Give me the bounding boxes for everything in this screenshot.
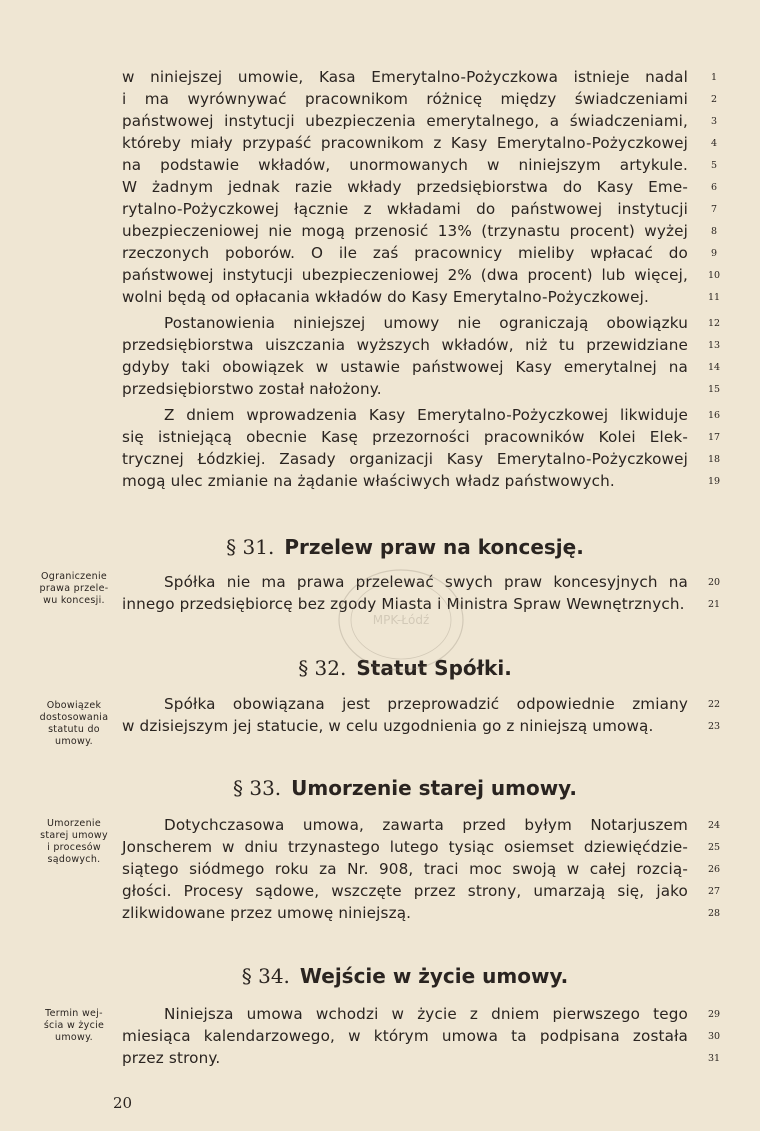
line-number: 27	[707, 886, 721, 897]
line-number: 13	[707, 340, 721, 351]
margin-note-line: Termin wej-	[45, 1008, 103, 1019]
section-title: Przelew praw na koncesję.	[284, 535, 584, 559]
text-line: któreby miały przypaść pracownikom z Kasy Emerytalno-Pożyczkowej	[122, 134, 688, 152]
line-number: 6	[710, 182, 718, 193]
margin-note-line: Obowiązek	[46, 700, 102, 711]
text-line: w dzisiejszym jej statucie, w celu uzgodnienia go z niniejszą umową.	[122, 717, 654, 735]
text-line: na podstawie wkładów, unormowanych w niniejszym artykule.	[122, 156, 688, 174]
line-number: 15	[707, 384, 721, 395]
text-line: W żadnym jednak razie wkłady przedsiębiorstwa do Kasy Eme-	[122, 178, 688, 196]
section-symbol: § 31.	[226, 535, 275, 559]
line-number: 9	[710, 248, 718, 259]
text-line: państwowej instytucji ubezpieczeniowej 2% (dwa procent) lub więcej,	[122, 266, 688, 284]
text-line: ubezpieczeniowej nie mogą przenosić 13% (trzynastu procent) wyżej	[122, 222, 688, 240]
line-number: 30	[707, 1031, 721, 1042]
line-number: 25	[707, 842, 721, 853]
text-line: gdyby taki obowiązek w ustawie państwowej Kasy emerytalnej na	[122, 358, 688, 376]
text-line: w niniejszej umowie, Kasa Emerytalno-Pożyczkowa istnieje nadal	[122, 68, 688, 86]
margin-note-line: umowy.	[55, 736, 93, 747]
margin-note-line: Ograniczenie	[40, 571, 108, 582]
section-heading	[122, 774, 688, 802]
margin-note-line: sądowych.	[47, 854, 101, 865]
line-number: 26	[707, 864, 721, 875]
text-line: Niniejsza umowa wchodzi w życie z dniem pierwszego tego	[164, 1005, 688, 1023]
text-line: Jonscherem w dniu trzynastego lutego tysiąc osiemset dziewięćdzie-	[122, 838, 688, 856]
text-line: miesiąca kalendarzowego, w którym umowa ta podpisana została	[122, 1027, 688, 1045]
section-heading	[122, 533, 688, 561]
text-line: państwowej instytucji ubezpieczenia emerytalnego, a świadczeniami,	[122, 112, 688, 130]
margin-note-line: dostosowania	[39, 712, 109, 723]
line-number: 11	[707, 292, 721, 303]
line-number: 16	[707, 410, 721, 421]
section-heading	[122, 962, 688, 990]
line-number: 1	[710, 72, 718, 83]
text-line: mogą ulec zmianie na żądanie właściwych władz państwowych.	[122, 472, 615, 490]
text-line: siątego siódmego roku za Nr. 908, traci moc swoją w całej rozcią-	[122, 860, 688, 878]
text-line: rzeczonych poborów. O ile zaś pracownicy mieliby wpłacać do	[122, 244, 688, 262]
text-line: się istniejącą obecnie Kasę przezorności pracowników Kolei Elek-	[122, 428, 688, 446]
page-number: 20	[113, 1094, 133, 1112]
text-line: Dotychczasowa umowa, zawarta przed byłym Notarjuszem	[164, 816, 688, 834]
line-number: 8	[710, 226, 718, 237]
text-line: wolni będą od opłacania wkładów do Kasy Emerytalno-Pożyczkowej.	[122, 288, 649, 306]
text-line: przedsiębiorstwo został nałożony.	[122, 380, 382, 398]
text-line: i ma wyrównywać pracownikom różnicę między świadczeniami	[122, 90, 688, 108]
text-line: trycznej Łódzkiej. Zasady organizacji Kasy Emerytalno-Pożyczkowej	[122, 450, 688, 468]
line-number: 19	[707, 476, 721, 487]
margin-note-line: umowy.	[55, 1032, 93, 1043]
line-number: 31	[707, 1053, 721, 1064]
line-number: 2	[710, 94, 718, 105]
line-number: 21	[707, 599, 721, 610]
text-line: Z dniem wprowadzenia Kasy Emerytalno-Pożyczkowej likwiduje	[164, 406, 688, 424]
text-line: przedsiębiorstwa uiszczania wyższych wkładów, niż tu przewidziane	[122, 336, 688, 354]
margin-note-line: starej umowy	[40, 830, 108, 841]
line-number: 14	[707, 362, 721, 373]
text-line: głości. Procesy sądowe, wszczęte przez strony, umarzają się, jako	[122, 882, 688, 900]
margin-note-line: statutu do	[48, 724, 100, 735]
margin-note-line: wu koncesji.	[43, 595, 105, 606]
text-line: innego przedsiębiorcę bez zgody Miasta i Ministra Spraw Wewnętrznych.	[122, 595, 685, 613]
margin-note	[28, 1008, 120, 1044]
line-number: 20	[707, 577, 721, 588]
margin-note-line: ścia w życie	[43, 1020, 105, 1031]
margin-note-line: Umorzenie	[47, 818, 101, 829]
text-line: Spółka obowiązana jest przeprowadzić odpowiednie zmiany	[164, 695, 688, 713]
svg-text:MPK-Łódź: MPK-Łódź	[372, 613, 430, 627]
text-line: zlikwidowane przez umowę niniejszą.	[122, 904, 412, 922]
margin-note	[28, 571, 120, 607]
text-line: Postanowienia niniejszej umowy nie ograniczają obowiązku	[164, 314, 688, 332]
section-title: Wejście w życie umowy.	[299, 964, 569, 988]
line-number: 23	[707, 721, 721, 732]
line-number: 7	[710, 204, 718, 215]
line-number: 5	[710, 160, 718, 171]
section-symbol: § 32.	[298, 656, 347, 680]
text-line: rytalno-Pożyczkowej łącznie z wkładami do państwowej instytucji	[122, 200, 688, 218]
library-stamp	[326, 560, 476, 680]
margin-note	[28, 700, 120, 748]
section-symbol: § 33.	[233, 776, 282, 800]
margin-note	[28, 818, 120, 866]
line-number: 22	[707, 699, 721, 710]
margin-note-line: prawa przele-	[39, 583, 109, 594]
text-line: Spółka nie ma prawa przelewać swych praw koncesyjnych na	[164, 573, 688, 591]
line-number: 24	[707, 820, 721, 831]
line-number: 12	[707, 318, 721, 329]
section-title: Statut Spółki.	[356, 656, 512, 680]
line-number: 18	[707, 454, 721, 465]
line-number: 3	[710, 116, 718, 127]
line-number: 10	[707, 270, 721, 281]
line-number: 4	[710, 138, 718, 149]
section-title: Umorzenie starej umowy.	[291, 776, 577, 800]
margin-note-line: i procesów	[47, 842, 101, 853]
line-number: 17	[707, 432, 721, 443]
line-number: 28	[707, 908, 721, 919]
section-symbol: § 34.	[241, 964, 290, 988]
line-number: 29	[707, 1009, 721, 1020]
text-line: przez strony.	[122, 1049, 221, 1067]
